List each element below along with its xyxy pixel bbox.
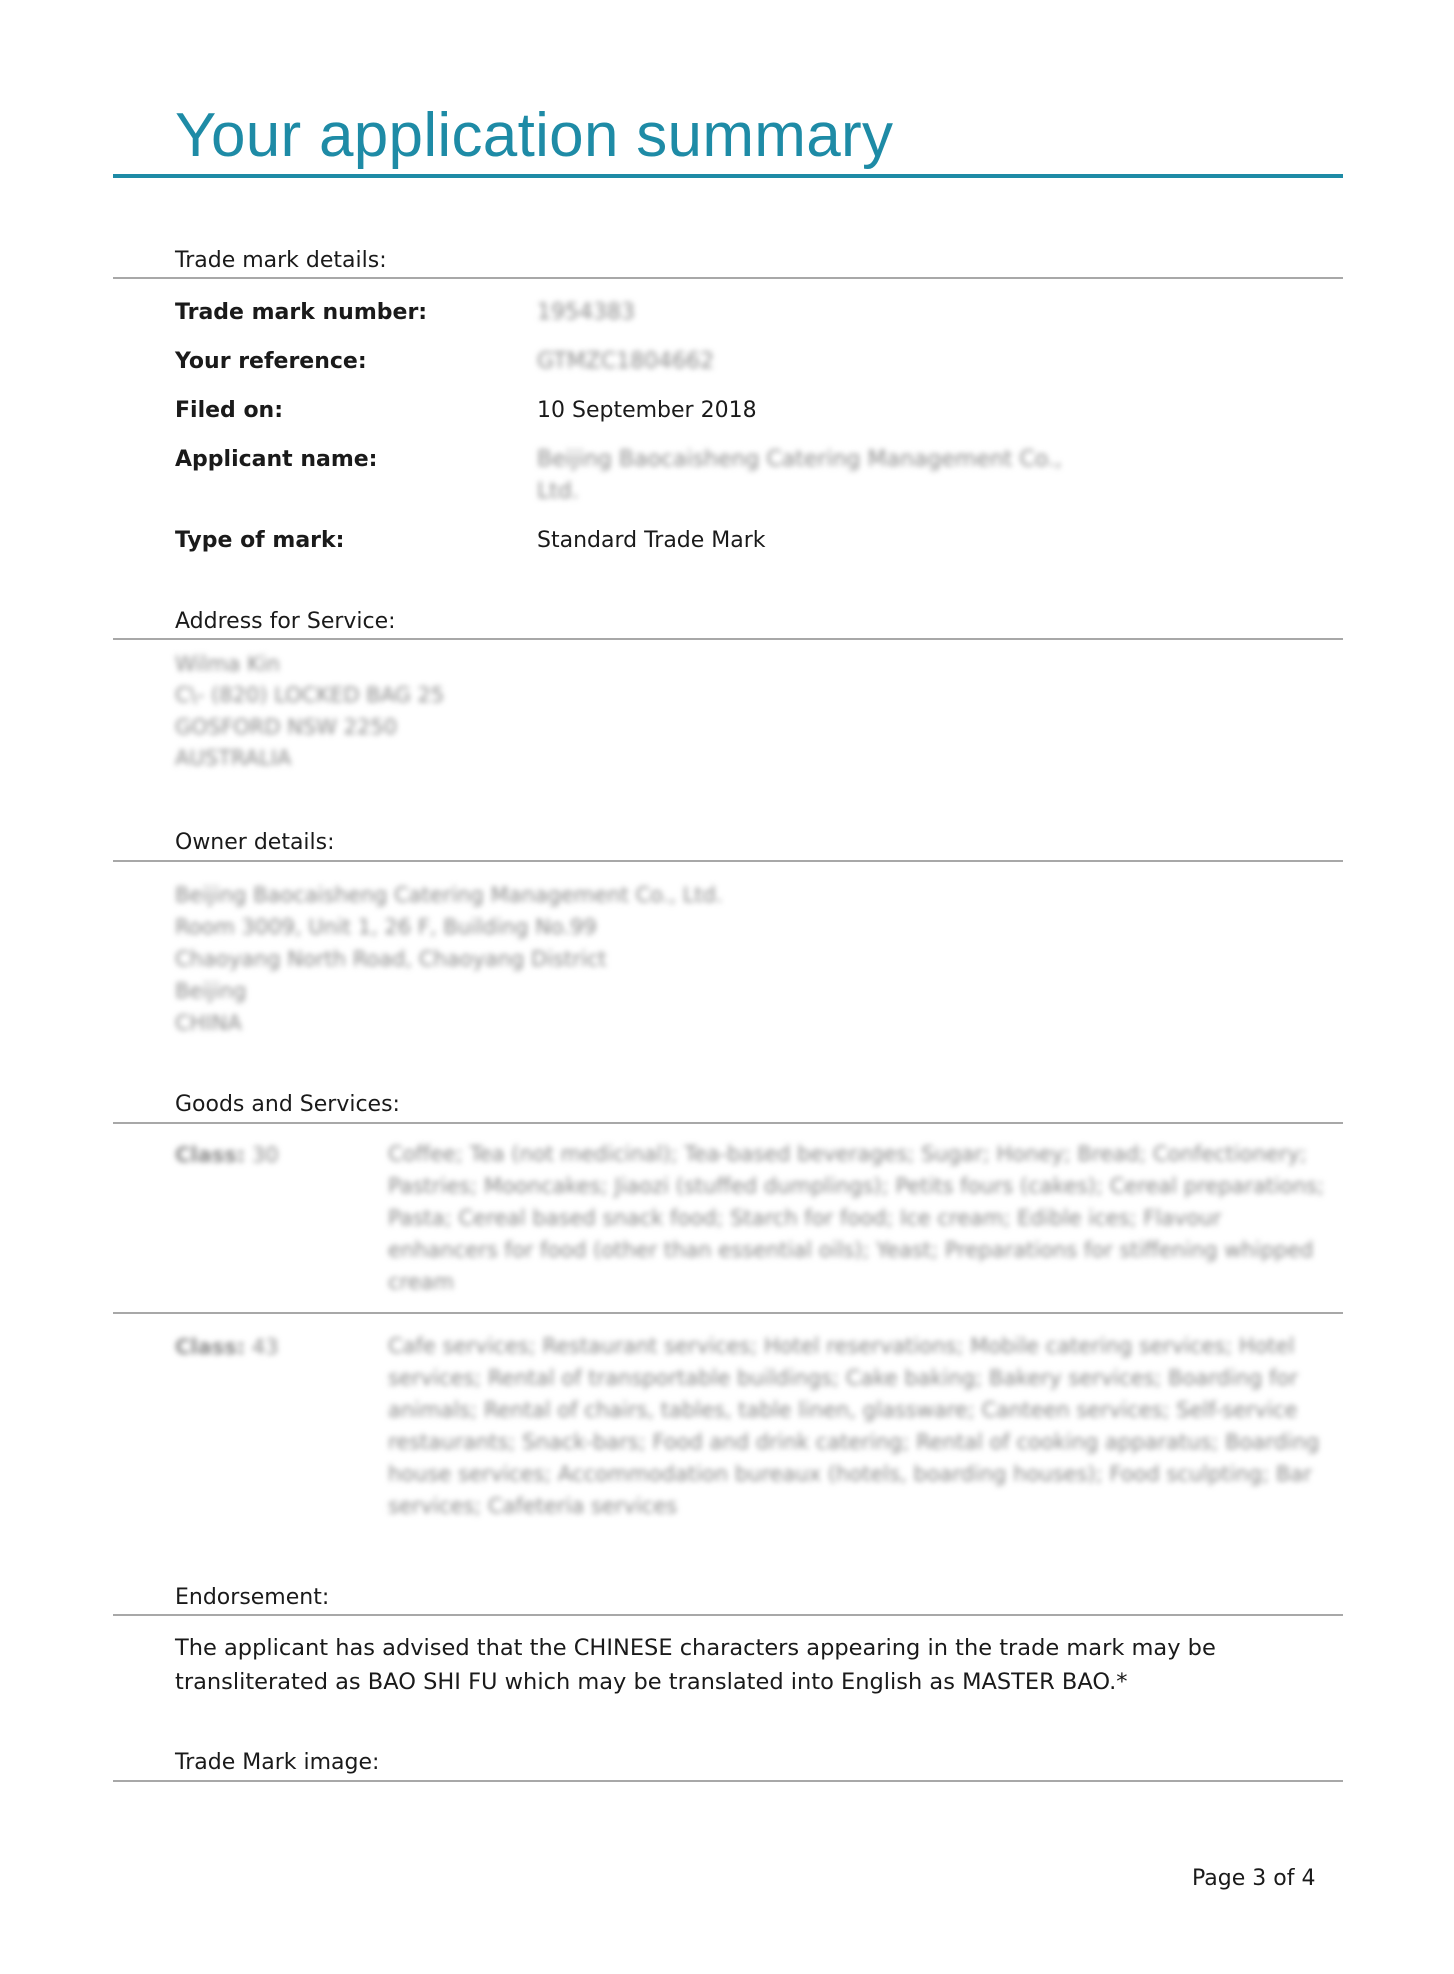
class-label [175, 1143, 279, 1167]
owner-line: CHINA [175, 1011, 242, 1035]
title-underline [113, 174, 1343, 178]
class-description: Coffee; Tea (not medicinal); Tea-based beverages; Sugar; Honey; Bread; Confectionery; Pastries; Mooncakes; Jiaozi (stuffed dumplings); Petits fours (cakes); Cereal preparations; Pasta; Cereal based snack food; Starch for food; Ice cream; Edible ices; Flavour enhancers for food (other than essential oils); Yeast; Preparations for stiffening whipped cream [388, 1142, 1325, 1294]
section-heading-address-for-service: Address for Service: [175, 609, 396, 634]
class-label-text: Class: [175, 1143, 246, 1167]
section-heading-trade-mark-details: Trade mark details: [175, 248, 387, 273]
field-label-your-reference: Your reference: [175, 349, 367, 374]
field-value-your-reference: GTMZC1804662 [537, 349, 715, 374]
field-label-type-of-mark: Type of mark: [175, 528, 345, 553]
section-heading-goods-and-services: Goods and Services: [175, 1092, 400, 1117]
section-divider [113, 1614, 1343, 1616]
address-line: AUSTRALIA [175, 746, 292, 770]
address-line: C\- (820) LOCKED BAG 25 [175, 683, 445, 707]
endorsement-text: The applicant has advised that the CHINESE characters appearing in the trade mark may be transliterated as BAO SHI FU which may be translated into English as MASTER BAO.* [175, 1635, 1216, 1695]
section-divider [113, 638, 1343, 640]
owner-line: Beijing [175, 979, 247, 1003]
section-divider [113, 277, 1343, 279]
owner-line: Chaoyang North Road, Chaoyang District [175, 947, 607, 971]
field-value-applicant-name-line-2: Ltd. [537, 479, 579, 504]
page-number: Page 3 of 4 [1192, 1866, 1316, 1891]
class-number: 30 [251, 1143, 279, 1167]
field-value-filed-on: 10 September 2018 [537, 398, 757, 423]
section-heading-endorsement: Endorsement: [175, 1585, 330, 1610]
field-label-applicant-name: Applicant name: [175, 447, 378, 472]
class-number: 43 [251, 1335, 279, 1359]
section-divider [113, 1122, 1343, 1124]
section-heading-trade-mark-image: Trade Mark image: [175, 1750, 380, 1775]
owner-line: Beijing Baocaisheng Catering Management Co., Ltd. [175, 883, 723, 907]
section-divider [113, 860, 1343, 862]
class-divider [113, 1312, 1343, 1314]
field-value-trade-mark-number: 1954383 [537, 300, 635, 325]
class-label-text: Class: [175, 1335, 246, 1359]
field-value-type-of-mark: Standard Trade Mark [537, 528, 766, 553]
section-heading-owner-details: Owner details: [175, 830, 335, 855]
class-description: Cafe services; Restaurant services; Hotel reservations; Mobile catering services; Hotel services; Rental of transportable buildings; Cake baking; Bakery services; Boarding for animals; Rental of chairs, tables, table linen, glassware; Canteen services; Self-service restaurants; Snack-bars; Food and drink catering; Rental of cooking apparatus; Boarding house services; Accommodation bureaux (hotels, boarding houses); Food sculpting; Bar services; Cafeteria services [388, 1334, 1320, 1518]
field-label-trade-mark-number: Trade mark number: [175, 300, 428, 325]
owner-line: Room 3009, Unit 1, 26 F, Building No.99 [175, 915, 597, 939]
class-label [175, 1335, 279, 1359]
field-value-applicant-name-line-1: Beijing Baocaisheng Catering Management Co., [537, 447, 1062, 472]
section-divider [113, 1780, 1343, 1782]
field-label-filed-on: Filed on: [175, 398, 284, 423]
page-title: Your application summary [175, 101, 894, 170]
address-line: GOSFORD NSW 2250 [175, 715, 398, 739]
address-line: Wilma Kin [175, 652, 280, 676]
